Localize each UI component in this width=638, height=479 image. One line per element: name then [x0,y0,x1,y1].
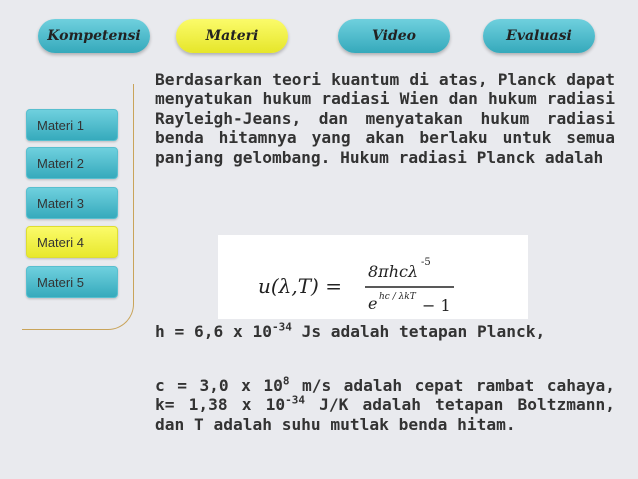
formula-numerator: 8πhcλ [368,262,419,281]
intro-paragraph: Berdasarkan teori kuantum di atas, Planck dapat menyatukan hukum radiasi Wien dan hukum radiasi Rayleigh-Jeans, dan menyatakan hukum radiasi benda hitamnya yang akan berlaku untuk semua panjang gelombang. Hukum radiasi Planck adalah [155,70,615,167]
c-exponent: 8 [282,374,290,388]
light-speed-paragraph [155,376,615,434]
sidebar-item-materi-2[interactable]: Materi 2 [26,147,118,179]
formula-numerator-exponent: -5 [421,257,431,268]
c-line-suffix: J/K adalah tetapan Boltzmann, dan T adalah suhu mutlak benda hitam. [155,395,616,434]
h-line-suffix: Js adalah tetapan Planck, [291,322,546,341]
formula-denominator-exponent: hc / λkT [379,292,416,302]
h-line-prefix: h = 6,6 x 10 [155,322,272,341]
formula-denominator: e [368,294,378,313]
sidebar-item-materi-5[interactable]: Materi 5 [26,266,118,298]
planck-constant-paragraph [155,322,615,341]
tab-materi[interactable]: Materi [176,19,288,53]
sidebar-item-materi-4[interactable]: Materi 4 [26,226,118,258]
top-navigation [0,0,638,64]
sidebar-item-materi-1[interactable]: Materi 1 [26,109,118,141]
tab-video[interactable]: Video [338,19,450,53]
formula-denominator-tail: − 1 [422,296,451,315]
h-exponent: -34 [271,320,292,334]
tab-evaluasi[interactable]: Evaluasi [483,19,595,53]
formula-lhs: u(λ,T) = [258,274,342,298]
c-line-prefix: c = 3,0 x 10 [155,376,283,395]
c-line-middle: m/s adalah cepat rambat cahaya, k= 1,38 x 10 [155,376,615,415]
planck-formula-image [218,235,528,319]
k-exponent: -34 [285,394,306,408]
tab-kompetensi[interactable]: Kompetensi [38,19,150,53]
sidebar-item-materi-3[interactable]: Materi 3 [26,187,118,219]
